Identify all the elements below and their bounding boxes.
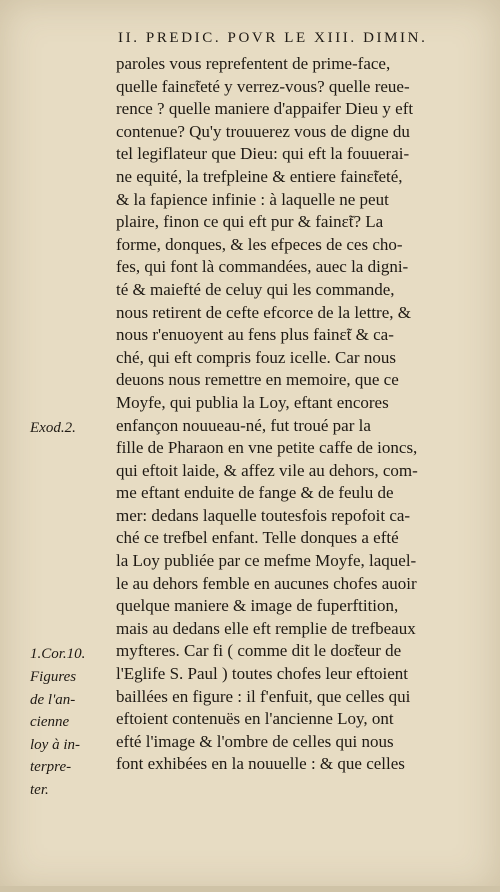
text-line: l'Eglife S. Paul ) toutes chofes leur eftoient	[116, 664, 408, 684]
margin-note-line: Figures	[30, 669, 77, 685]
body-text	[116, 53, 480, 776]
margin-note-figures	[30, 666, 114, 802]
text-line: nous retirent de cefte efcorce de la lettre, &	[116, 302, 411, 322]
text-line: rence ? quelle maniere d'appaifer Dieu y eft	[116, 99, 414, 119]
text-line: té & maiefté de celuy qui les commande,	[116, 279, 395, 299]
text-line: enfançon nouueau-né, fut troué par la	[116, 415, 371, 435]
text-line: le au dehors femble en aucunes chofes auoir	[116, 573, 417, 593]
text-line: ché ce trefbel enfant. Telle donques a efté	[116, 528, 399, 548]
page-edge	[0, 886, 500, 892]
text-line: contenue? Qu'y trouuerez vous de digne du	[116, 121, 410, 141]
text-line: myfteres. Car fi ( comme dit le doɛ̃teur de	[116, 641, 402, 661]
margin-note-line: cienne	[30, 714, 70, 731]
text-line: qui eftoit laide, & affez vile au dehors, com-	[116, 460, 418, 480]
text-line: fille de Pharaon en vne petite caffe de ioncs,	[116, 438, 418, 458]
text-line: fes, qui font là commandées, auec la digni-	[116, 257, 409, 277]
text-line: & la fapience infinie : à laquelle ne peut	[116, 189, 389, 209]
text-line: mer: dedans laquelle toutesfois repofoit ca-	[116, 505, 411, 525]
margin-note-text: Exod.2.	[30, 420, 76, 436]
running-head: II. PREDIC. POVR LE XIII. DIMIN.	[118, 30, 428, 46]
text-line: font exhibées en la nouuelle : & que celles	[116, 754, 405, 774]
text-line: plaire, finon ce qui eft pur & fainɛ̃t? La	[116, 212, 384, 232]
text-line: forme, donques, & les efpeces de ces cho-	[116, 234, 403, 254]
text-line: eftoient contenuës en l'ancienne Loy, ont	[116, 709, 394, 729]
margin-note-line: de l'an-	[30, 691, 76, 708]
text-line: paroles vous reprefentent de prime-face,	[116, 54, 391, 73]
text-line: baillées en figure : il f'enfuit, que celles qui	[116, 686, 411, 706]
margin-note-line: ter.	[30, 781, 49, 798]
text-line: efté l'image & l'ombre de celles qui nous	[116, 731, 394, 751]
text-line: deuons nous remettre en memoire, que ce	[116, 370, 399, 390]
text-line: nous r'enuoyent au fens plus fainɛ̃t & ca-	[116, 325, 394, 345]
text-line: quelque maniere & image de fuperftition,	[116, 596, 399, 616]
margin-note-line: loy à in-	[30, 736, 80, 753]
text-line: la Loy publiée par ce mefme Moyfe, laquel-	[116, 551, 417, 571]
text-line: mais au dedans elle eft remplie de trefbeaux	[116, 618, 416, 638]
margin-note-corinthians	[30, 643, 114, 666]
text-line: ne equité, la trefpleine & entiere fainɛ̃teté,	[116, 166, 403, 186]
text-line: ché, qui eft compris fouz icelle. Car nous	[116, 347, 396, 367]
margin-note-text: 1.Cor.10.	[30, 646, 86, 662]
margin-note-line: terpre-	[30, 759, 72, 776]
margin-note-exodus	[30, 417, 114, 440]
text-line: tel legiflateur que Dieu: qui eft la fouuerai-	[116, 144, 410, 164]
text-line: quelle fainɛ̃teté y verrez-vous? quelle reue-	[116, 76, 410, 96]
text-line: me eftant enduite de fange & de feulu de	[116, 483, 394, 503]
text-line: Moyfe, qui publia la Loy, eftant encores	[116, 392, 389, 412]
